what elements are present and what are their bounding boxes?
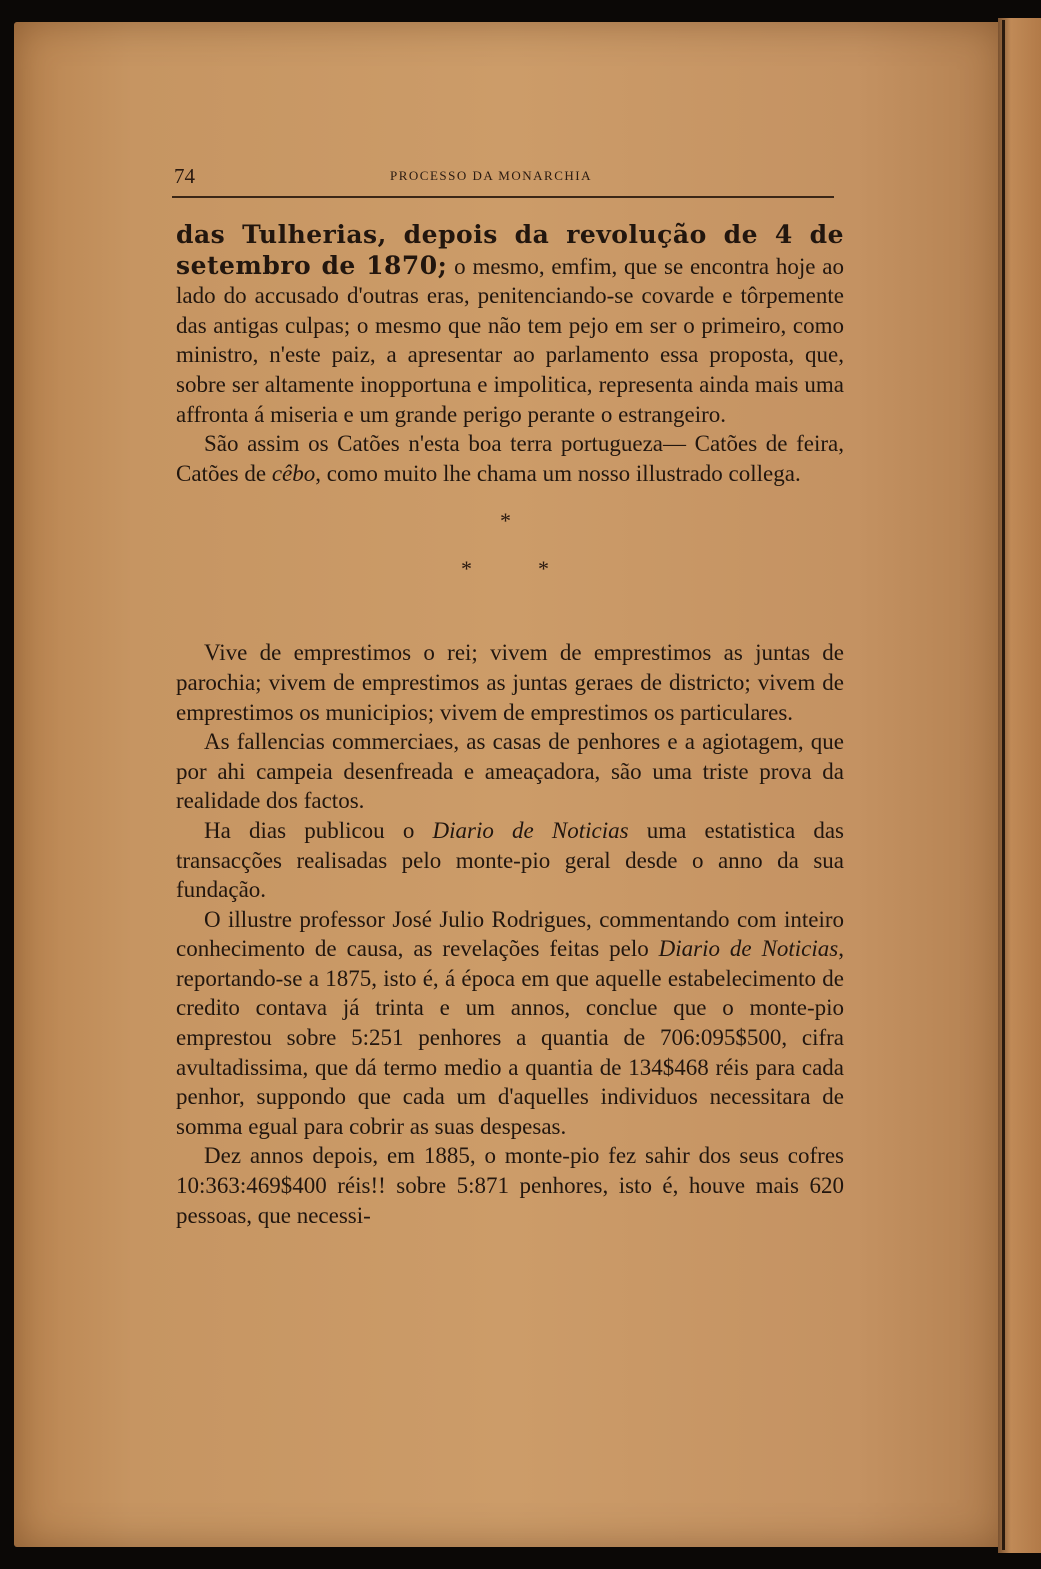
asterisk-1: * xyxy=(500,508,511,534)
newspaper-title: Diario de Noticias xyxy=(432,817,629,843)
header-rule xyxy=(172,196,834,198)
page-header xyxy=(160,160,840,190)
paragraph-6-text-b: , reportando-se a 1875, isto é, á época em que aquelle estabelecimento de credito contava já trinta e um annos, conclue que o monte-pio emprestou sobre 5:251 penhores a quantia de 706:095$500, cifra avultadissima, que dá termo medio a quantia de 134$468 réis para cada penhor, suppondo que cada um d'aquelles individuos necessitara de somma egual para cobrir as suas despesas. xyxy=(176,936,844,1139)
newspaper-title-2: Diario de Noticias xyxy=(658,936,839,962)
page-gutter xyxy=(1002,20,1005,1550)
running-title: PROCESSO DA MONARCHIA xyxy=(390,168,592,183)
asterisk-3: * xyxy=(538,556,549,582)
paragraph-7: Dez annos depois, em 1885, o monte-pio fez sahir dos seus cofres 10:363:469$400 réis!! sobre 5:871 penhores, isto é, houve mais 620 pessoas, que necessi- xyxy=(176,1143,844,1228)
paragraph-1-text: o mesmo, emfim, que se encontra hoje ao lado do accusado d'outras eras, penitenciando-se covarde e tôrpemente das antigas culpas; o mesmo que não tem pejo em ser o primeiro, como ministro, n'este paiz, a apresentar ao parlamento essa proposta, que, sobre ser altamente inopportuna e impolitica, representa ainda mais uma affronta á miseria e um grande perigo perante o estrangeiro. xyxy=(176,253,844,427)
paragraph-2-text-b: , como muito lhe chama um nosso illustrado collega. xyxy=(315,460,801,486)
paragraph-1 xyxy=(176,220,844,429)
bold-lead: das Tulherias, depois da revolução de 4 de setembro de 1870; xyxy=(176,220,844,280)
paragraph-3: Vive de emprestimos o rei; vivem de emprestimos as juntas de parochia; vivem de emprestimos as juntas geraes de districto; vivem de emprestimos os municipios; vivem de emprestimos os particulares. xyxy=(176,640,844,725)
italic-word: cêbo xyxy=(271,460,316,486)
paragraph-5-text-b: uma estatistica das transacções realisadas pelo monte-pio geral desde o anno da sua fundação. xyxy=(176,817,844,903)
paragraph-2 xyxy=(176,429,844,488)
paragraph-4: As fallencias commerciaes, as casas de penhores e a agiotagem, que por ahi campeia desenfreada e ameaçadora, são uma triste prova da realidade dos factos. xyxy=(176,729,844,814)
paragraph-5-text-a: Ha dias publicou o xyxy=(204,817,433,843)
page-number: 74 xyxy=(174,164,195,188)
asterisk-2: * xyxy=(461,556,472,582)
section-separator xyxy=(176,488,844,638)
body-text xyxy=(176,220,844,1230)
paragraph-2-text-a: São assim os Catões n'esta boa terra portugueza— Catões de feira, Catões de xyxy=(176,431,844,486)
paragraph-6-text-a: O illustre professor José Julio Rodrigues, commentando com inteiro conhecimento de causa, as revelações feitas pelo xyxy=(176,906,844,962)
paragraph-5 xyxy=(176,816,844,905)
paragraph-6 xyxy=(176,905,844,1142)
